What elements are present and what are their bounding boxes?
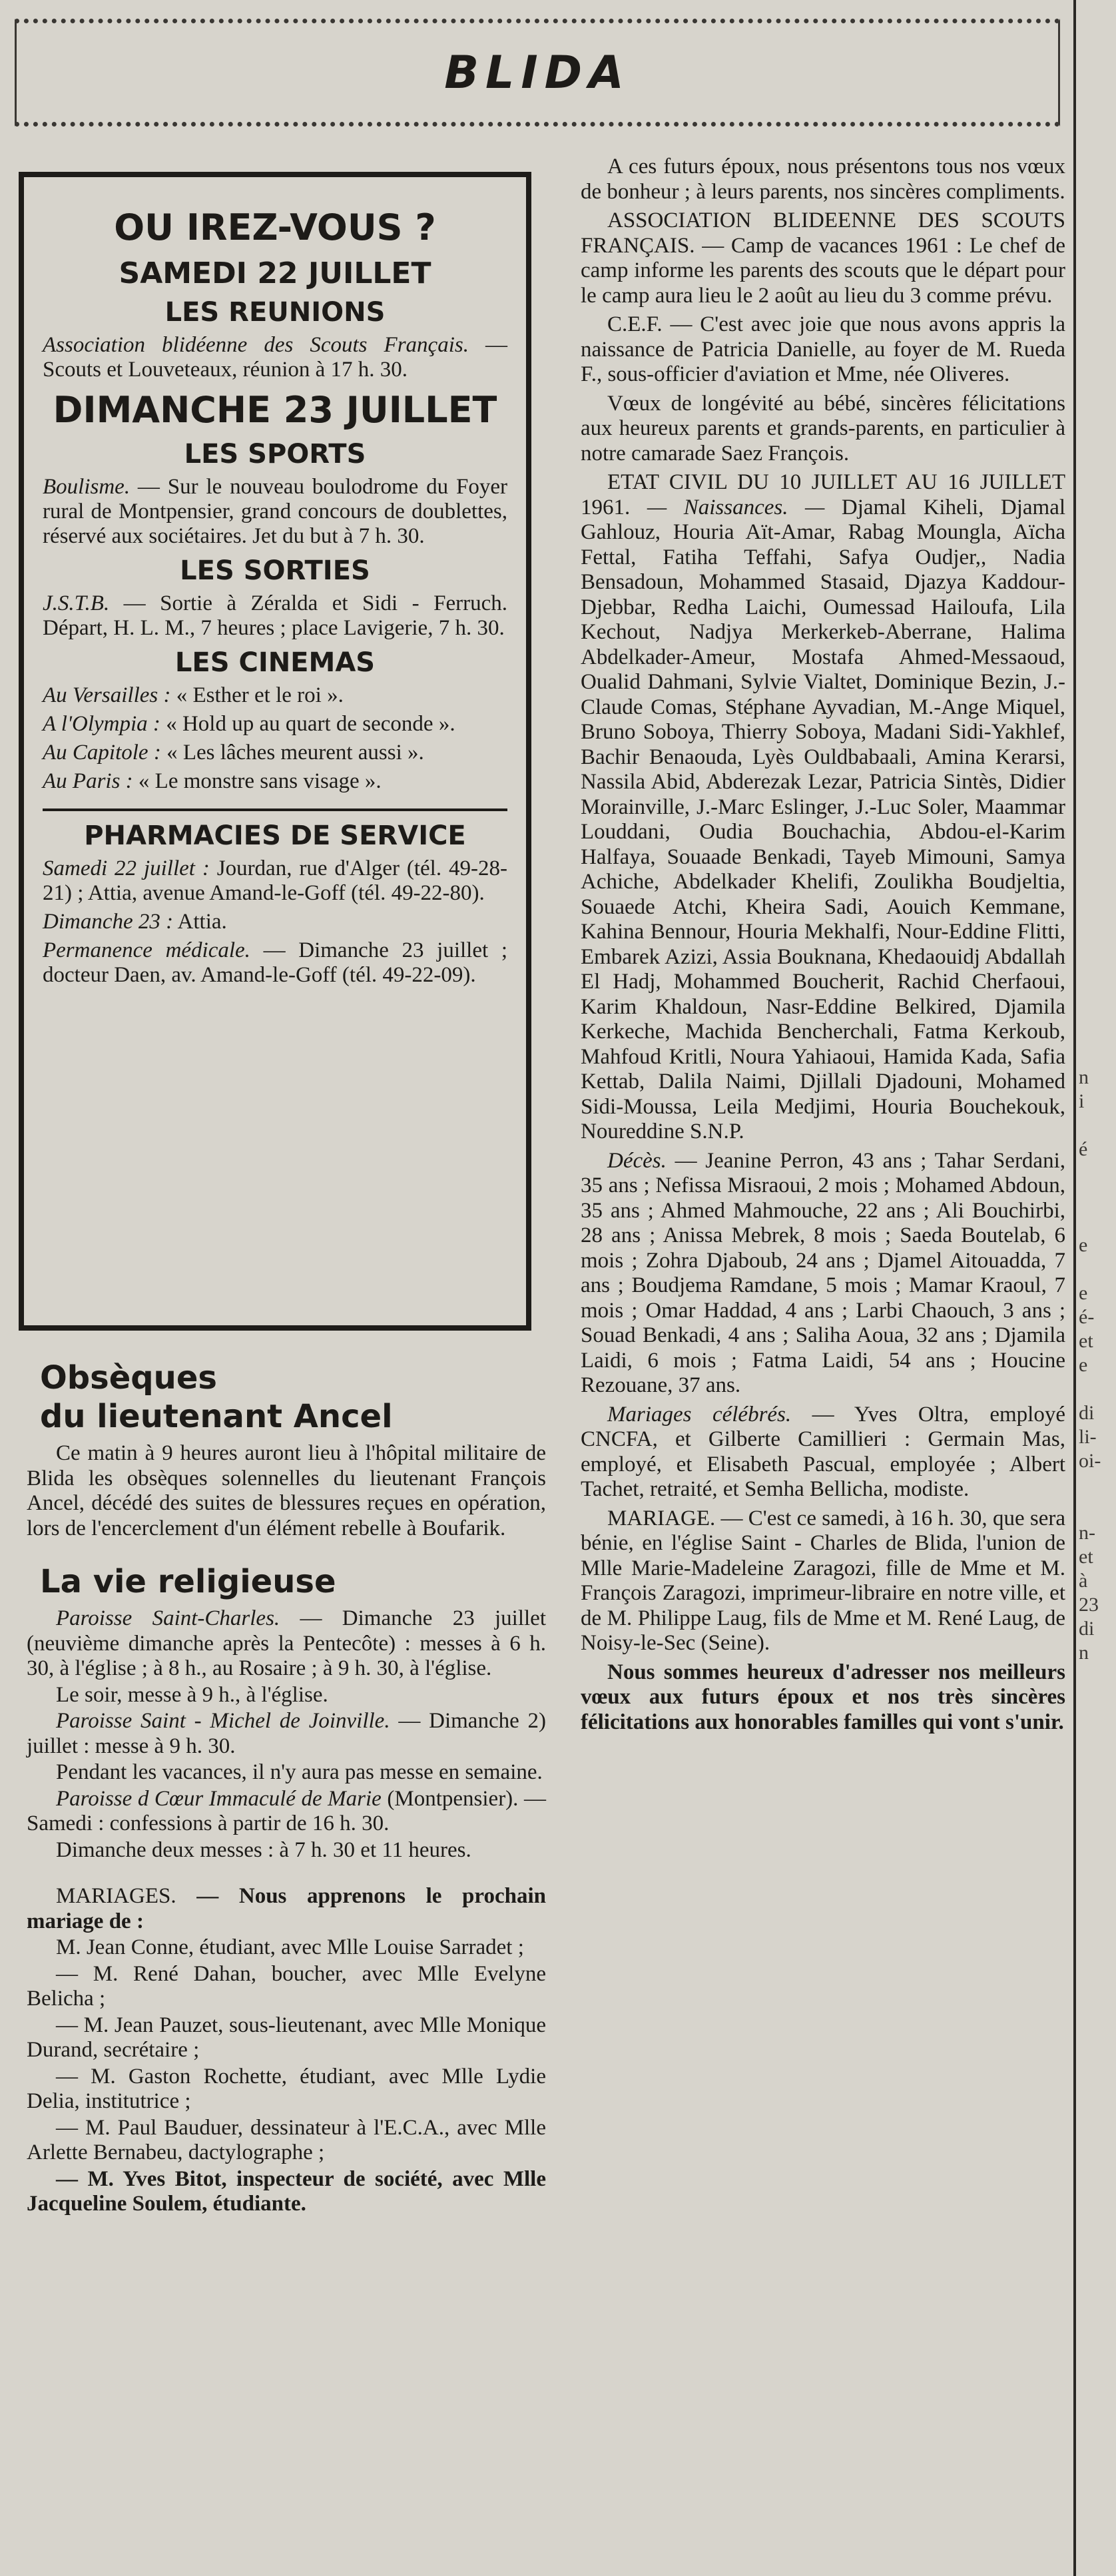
margin-fragment: é- bbox=[1079, 1306, 1095, 1328]
mariages-celebres: Mariages célébrés. — Yves Oltra, employé CNCFA, et Gilberte Camillieri : Germain Mas, employé, et Elisabeth Pascual, employée ; Albert Tachet, retraité, et Semha Bellicha, modiste. bbox=[581, 1402, 1065, 1501]
margin-fragment bbox=[1079, 1257, 1116, 1281]
cinema-item: Au Paris : « Le monstre sans visage ». bbox=[43, 769, 382, 793]
left-column bbox=[27, 1359, 546, 2218]
margin-fragment: 23 bbox=[1079, 1594, 1099, 1616]
sorties-item: J.S.T.B. — Sortie à Zéralda et Sidi - Ferruch. Départ, H. L. M., 7 heures ; place Lavigerie, 7 h. 30. bbox=[43, 591, 507, 640]
mariage-line: — M. Jean Pauzet, sous-lieutenant, avec Mlle Monique Durand, secrétaire ; bbox=[27, 2013, 546, 2062]
margin-fragment: di bbox=[1079, 1402, 1095, 1424]
religion-p3: Paroisse Saint - Michel de Joinville. — Dimanche 2) juillet : messe à 9 h. 30. bbox=[27, 1709, 547, 1758]
margin-fragment bbox=[1079, 1185, 1116, 1209]
margin-fragment: é bbox=[1079, 1138, 1088, 1160]
cinema-item: Au Versailles : « Esther et le roi ». bbox=[43, 683, 344, 707]
margin-fragment: n bbox=[1079, 1642, 1089, 1664]
religion-p1: Paroisse Saint-Charles. — Dimanche 23 juillet (neuvième dimanche après la Pentecôte) : messes à 6 h. 30, à l'église ; à 8 h., au Rosaire ; à 9 h. 30, à l'église. bbox=[27, 1606, 546, 1680]
margin-fragment: e bbox=[1079, 1234, 1088, 1256]
dimanche-date: DIMANCHE 23 JUILLET bbox=[53, 389, 497, 431]
mariage-notice: MARIAGE. — C'est ce samedi, à 16 h. 30, que sera bénie, en l'église Saint - Charles de Blida, l'union de Mlle Marie-Madeleine Zaragozi, fille de Mme et M. François Zaragozi, imprimeur-libraire en notre ville, et de M. Philippe Laug, fils de Mme et M. René Laug, de Noisy-le-Sec (Seine). bbox=[581, 1506, 1065, 1655]
margin-fragment: e bbox=[1079, 1282, 1088, 1304]
pharmacies-heading: PHARMACIES DE SERVICE bbox=[84, 820, 466, 851]
cef-notice: C.E.F. — C'est avec joie que nous avons appris la naissance de Patricia Danielle, au foyer de M. Rueda F., sous-officier d'aviation et Mme, née Oliveres. bbox=[581, 312, 1065, 386]
mariage-line-bold: — M. Yves Bitot, inspecteur de société, avec Mlle Jacqueline Soulem, étudiante. bbox=[27, 2166, 546, 2216]
cinema-item: A l'Olympia : « Hold up au quart de seconde ». bbox=[43, 712, 455, 736]
masthead-title: BLIDA bbox=[444, 46, 631, 99]
futurs-epoux: A ces futurs époux, nous présentons tous nos vœux de bonheur ; à leurs parents, nos sincères compliments. bbox=[581, 155, 1065, 204]
religion-headline: La vie religieuse bbox=[40, 1563, 336, 1600]
cinemas-heading: LES CINEMAS bbox=[174, 647, 376, 678]
mariage-line: — M. Paul Bauduer, dessinateur à l'E.C.A., avec Mlle Arlette Bernabeu, dactylographe ; bbox=[27, 2115, 546, 2164]
margin-fragment bbox=[1079, 1377, 1116, 1401]
mariage-line: — M. René Dahan, boucher, avec Mlle Evelyne Belicha ; bbox=[27, 1961, 546, 2011]
adjacent-page-margin bbox=[1079, 1066, 1116, 2571]
margin-fragment: n- bbox=[1079, 1522, 1095, 1544]
religion-p5: Paroisse d Cœur Immaculé de Marie (Montpensier). — Samedi : confessions à partir de 16 h. 30. bbox=[27, 1786, 546, 1835]
samedi-date: SAMEDI 22 JUILLET bbox=[119, 256, 431, 290]
religion-p4: Pendant les vacances, il n'y aura pas messe en semaine. bbox=[56, 1760, 543, 1784]
religion-p6: Dimanche deux messes : à 7 h. 30 et 11 heures. bbox=[56, 1837, 471, 1862]
agenda-box bbox=[19, 172, 531, 1331]
sorties-heading: LES SORTIES bbox=[180, 555, 370, 586]
agenda-title: OU IREZ-VOUS ? bbox=[114, 206, 436, 248]
obseques-headline: Obsèques du lieutenant Ancel bbox=[40, 1359, 393, 1435]
deces: Décès. — Jeanine Perron, 43 ans ; Tahar Serdani, 35 ans ; Nefissa Misraoui, 2 mois ; Mohamed Abdoun, 35 ans ; Ahmed Mahmouche, 22 ans ; Ali Bouchirbi, 28 ans ; Anissa Mebrek, 8 mois ; Saeda Boutelab, 6 mois ; Zohra Djaboub, 24 ans ; Djamel Aitouadda, 7 ans ; Boudjema Ramdane, 5 mois ; Mamar Kraoul, 7 mois ; Omar Haddad, 4 ans ; Larbi Chaouch, 3 ans ; Souad Benkadi, 4 ans ; Saliha Aoua, 32 ans ; Djamila Laidi, 6 mois ; Fatma Laidi, 54 ans ; Houcine Rezouane, 37 ans. bbox=[581, 1148, 1065, 1397]
right-column bbox=[581, 155, 1065, 1739]
margin-fragment: à bbox=[1079, 1570, 1088, 1592]
mariages-intro: MARIAGES. — Nous apprenons le prochain mariage de : bbox=[27, 1884, 546, 1933]
margin-fragment: et bbox=[1079, 1330, 1093, 1352]
margin-fragment: oi- bbox=[1079, 1450, 1101, 1472]
reunion-item: Association blidéenne des Scouts Français. — Scouts et Louveteaux, réunion à 17 h. 30. bbox=[43, 333, 508, 382]
permanence-medicale: Permanence médicale. — Dimanche 23 juillet ; docteur Daen, av. Amand-le-Goff (tél. 49-22-09). bbox=[43, 938, 507, 987]
final-notice: Nous sommes heureux d'adresser nos meilleurs vœux aux futurs époux et nos très sincères félicitations aux honorables familles qui vont s'unir. bbox=[581, 1660, 1065, 1734]
margin-fragment bbox=[1079, 1161, 1116, 1185]
margin-fragment: di bbox=[1079, 1618, 1095, 1640]
margin-fragment bbox=[1079, 1209, 1116, 1233]
pharmacie-dimanche: Dimanche 23 : Attia. bbox=[43, 910, 227, 934]
pharmacie-samedi: Samedi 22 juillet : Jourdan, rue d'Alger (tél. 49-28-21) ; Attia, avenue Amand-le-Goff (tél. 49-22-80). bbox=[43, 856, 507, 905]
cinema-item: Au Capitole : « Les lâches meurent aussi ». bbox=[43, 741, 424, 765]
reunions-heading: LES REUNIONS bbox=[164, 297, 386, 328]
obseques-body: Ce matin à 9 heures auront lieu à l'hôpital militaire de Blida les obsèques solennelles du lieutenant François Ancel, décédé des suites de blessures reçues en opération, lors de l'encerclement d'un élément rebelle à Boufarik. bbox=[27, 1441, 546, 1540]
sports-item: Boulisme. — Sur le nouveau boulodrome du Foyer rural de Montpensier, grand concours de doublettes, réservé aux sociétaires. Jet du but à 7 h. 30. bbox=[43, 475, 507, 548]
margin-fragment: e bbox=[1079, 1354, 1088, 1376]
margin-fragment bbox=[1079, 1473, 1116, 1497]
margin-fragment: i bbox=[1079, 1090, 1085, 1112]
sports-heading: LES SPORTS bbox=[184, 439, 366, 470]
margin-fragment: li- bbox=[1079, 1426, 1097, 1448]
scouts-notice: ASSOCIATION BLIDEENNE DES SCOUTS FRANÇAIS. — Camp de vacances 1961 : Le chef de camp informe les parents des scouts que le départ pour le camp aura lieu le 2 août au lieu du 3 comme prévu. bbox=[581, 208, 1065, 308]
margin-fragment: et bbox=[1079, 1546, 1093, 1568]
margin-fragment bbox=[1079, 1114, 1116, 1137]
mariage-line: M. Jean Conne, étudiant, avec Mlle Louise Sarradet ; bbox=[56, 1935, 524, 1959]
religion-p2: Le soir, messe à 9 h., à l'église. bbox=[56, 1682, 328, 1707]
masthead bbox=[15, 19, 1060, 127]
margin-fragment bbox=[1079, 1497, 1116, 1521]
etat-civil: ETAT CIVIL DU 10 JUILLET AU 16 JUILLET 1961. — Naissances. — Djamal Kiheli, Djamal Gahlouz, Houria Aït-Amar, Rabag Moungla, Aïcha Fettal, Fatiha Teffahi, Safya Oudjer,, Nadia Bensadoun, Mohammed Stasaid, Djazya Kaddour-Djebbar, Redha Laichi, Oumessad Hailoufa, Lila Kechout, Nadjya Merkerkeb-Aberrane, Halima Abdelkader-Ameur, Mostafa Ahmed-Messaoud, Oualid Dahmani, Sylvie Vialtet, Dominique Bezin, J.-Claude Comas, Stéphane Ayvadian, M.-Ange Miquel, Bruno Soboya, Thierry Soboya, Madani Sidi-Yakhlef, Bachir Benaouda, Lyès Ouldbabaali, Amina Kerarsi, Nassila Abid, Abderezak Lezar, Patricia Sintès, Didier Morainville, J.-Marc Eslinger, J.-Luc Soler, Maammar Louddani, Oudia Bouchachia, Abdou-el-Karim Halfaya, Souaade Benkadi, Tayeb Mimouni, Samya Achiche, Abdelkader Khelifi, Zoulikha Boudjeltia, Souaede Atchi, Kheira Sadi, Aouich Kemmane, Kahina Bennour, Houria Mekhalfi, Nour-Eddine Flitti, Embarek Azizi, Assia Bouknana, Khedaouidj Abdallah El Hadj, Mohammed Boucherit, Rachid Cherfaoui, Karim Khaldoun, Nasr-Eddine Belkired, Djamila Kerkeche, Machida Bencherchali, Fatma Kerkoub, Mahfoud Kritli, Noura Yahiaoui, Hamida Kada, Safia Kettab, Dalila Naimi, Djillali Djadouni, Mohamed Sidi-Moussa, Leila Medjimi, Houria Bouchekouk, Noureddine S.N.P. bbox=[581, 470, 1066, 1143]
margin-fragment: n bbox=[1079, 1066, 1089, 1088]
mariage-line: — M. Gaston Rochette, étudiant, avec Mlle Lydie Delia, institutrice ; bbox=[27, 2064, 546, 2113]
column-rule bbox=[1073, 0, 1076, 2576]
voeux-notice: Vœux de longévité au bébé, sincères félicitations aux heureux parents et grands-parents, en particulier à notre camarade Saez François. bbox=[581, 391, 1065, 466]
agenda-divider bbox=[43, 808, 507, 811]
